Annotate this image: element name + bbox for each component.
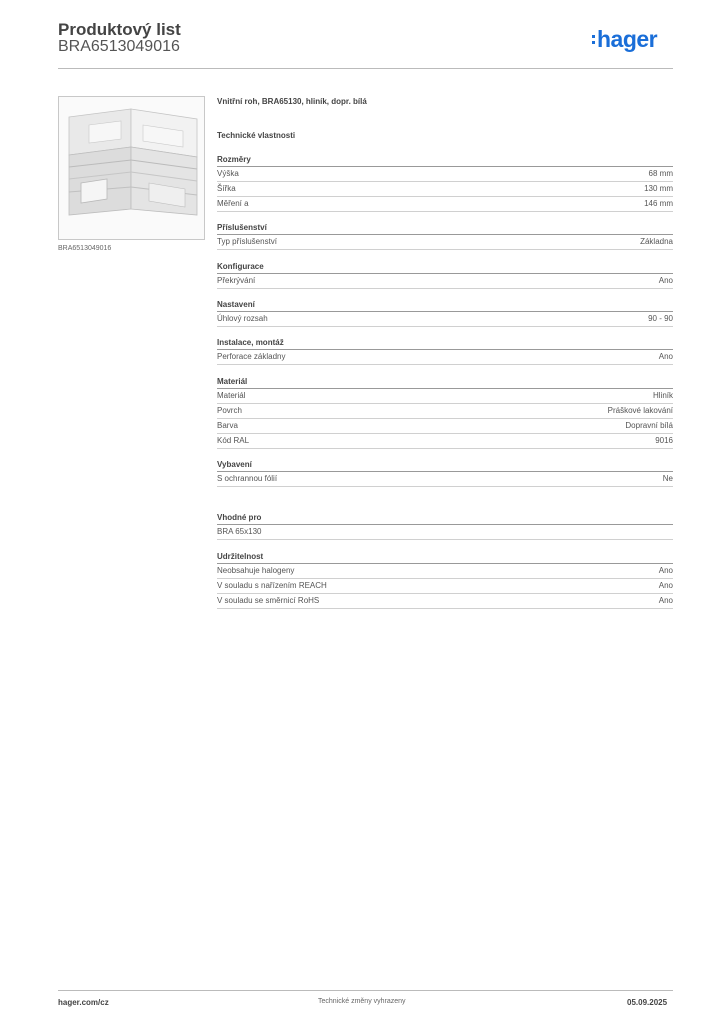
- spec-label: Barva: [217, 421, 238, 430]
- spec-row: [217, 525, 673, 540]
- section-title: Udržitelnost: [217, 551, 673, 564]
- spec-label: Měření a: [217, 199, 249, 208]
- spec-row: [217, 564, 673, 579]
- section-title: Materiál: [217, 376, 673, 389]
- section-dimensions: [217, 154, 673, 212]
- product-image: [58, 96, 205, 240]
- technical-properties-heading: Technické vlastnosti: [217, 131, 296, 140]
- spec-row: [217, 389, 673, 404]
- spec-row: [217, 197, 673, 212]
- spec-value: Ano: [658, 276, 673, 285]
- section-accessories: [217, 222, 673, 250]
- section-title: Konfigurace: [217, 261, 673, 274]
- section-suitable-for: [217, 512, 673, 540]
- page-title: Produktový list: [58, 20, 181, 39]
- spec-value: Ne: [662, 474, 673, 483]
- section-equipment: [217, 459, 673, 487]
- spec-value: 68 mm: [648, 169, 673, 178]
- spec-label: Výška: [217, 169, 239, 178]
- spec-row: [217, 472, 673, 487]
- spec-value: Ano: [658, 352, 673, 361]
- section-title: Vhodné pro: [217, 512, 673, 525]
- spec-label: BRA 65x130: [217, 527, 262, 536]
- spec-row: [217, 274, 673, 289]
- product-code: BRA6513049016: [58, 38, 180, 55]
- hager-logo: [592, 28, 657, 51]
- spec-value: 90 - 90: [648, 314, 673, 323]
- spec-value: Práškové lakování: [607, 406, 673, 415]
- spec-row: [217, 434, 673, 449]
- spec-value: Ano: [658, 566, 673, 575]
- spec-row: [217, 167, 673, 182]
- section-title: Příslušenství: [217, 222, 673, 235]
- footer-divider: [58, 990, 673, 991]
- logo-colon-icon: [592, 35, 595, 44]
- spec-row: [217, 594, 673, 609]
- spec-label: Neobsahuje halogeny: [217, 566, 295, 575]
- spec-label: Šířka: [217, 184, 236, 193]
- spec-label: Materiál: [217, 391, 246, 400]
- spec-label: Perforace základny: [217, 352, 286, 361]
- section-title: Rozměry: [217, 154, 673, 167]
- spec-label: Povrch: [217, 406, 242, 415]
- spec-row: [217, 182, 673, 197]
- spec-label: Úhlový rozsah: [217, 314, 268, 323]
- section-settings: [217, 299, 673, 327]
- logo-text: hager: [597, 26, 658, 52]
- spec-value: Ano: [658, 581, 673, 590]
- spec-row: [217, 579, 673, 594]
- spec-value: 9016: [655, 436, 673, 445]
- footer-website: hager.com/cz: [58, 998, 109, 1007]
- product-name: Vnitřní roh, BRA65130, hliník, dopr. bílá: [217, 97, 367, 106]
- section-installation: [217, 337, 673, 365]
- image-caption: BRA6513049016: [58, 245, 112, 252]
- spec-value: Hliník: [652, 391, 673, 400]
- spec-row: [217, 312, 673, 327]
- section-title: Vybavení: [217, 459, 673, 472]
- footer-date: 05.09.2025: [627, 998, 668, 1007]
- section-material: [217, 376, 673, 449]
- spec-value: 130 mm: [644, 184, 673, 193]
- spec-label: V souladu se směrnicí RoHS: [217, 596, 320, 605]
- footer-notice: Technické změny vyhrazeny: [318, 998, 406, 1005]
- section-sustainability: [217, 551, 673, 609]
- section-title: Instalace, montáž: [217, 337, 673, 350]
- spec-value: Ano: [658, 596, 673, 605]
- spec-label: Kód RAL: [217, 436, 250, 445]
- section-title: Nastavení: [217, 299, 673, 312]
- spec-value: Základna: [640, 237, 673, 246]
- spec-row: [217, 350, 673, 365]
- spec-row: [217, 404, 673, 419]
- spec-row: [217, 235, 673, 250]
- spec-row: [217, 419, 673, 434]
- spec-value: 146 mm: [644, 199, 673, 208]
- header-divider: [58, 68, 673, 69]
- spec-value: Dopravní bílá: [625, 421, 673, 430]
- spec-label: Překrývání: [217, 276, 256, 285]
- section-configuration: [217, 261, 673, 289]
- spec-label: Typ příslušenství: [217, 237, 278, 246]
- spec-label: S ochrannou fólií: [217, 474, 278, 483]
- spec-label: V souladu s nařízením REACH: [217, 581, 327, 590]
- inner-corner-illustration: [59, 97, 204, 239]
